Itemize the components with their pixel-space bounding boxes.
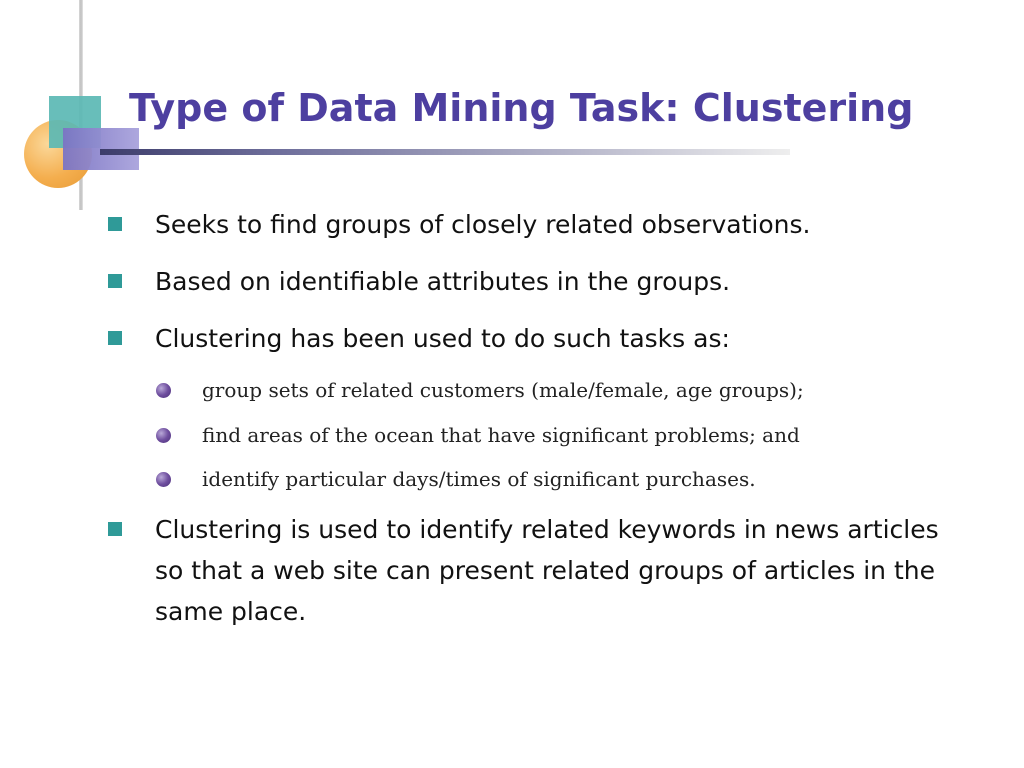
round-bullet-icon bbox=[156, 472, 171, 487]
bullet-item bbox=[155, 318, 955, 359]
sub-bullet-item bbox=[202, 375, 982, 405]
slide-title: Type of Data Mining Task: Clustering bbox=[129, 86, 914, 130]
bullet-text: Clustering has been used to do such tasks as: bbox=[155, 324, 730, 353]
square-bullet-icon bbox=[108, 274, 122, 288]
bullet-text: Based on identifiable attributes in the groups. bbox=[155, 267, 731, 296]
square-bullet-icon bbox=[108, 331, 122, 345]
bullet-text: Clustering is used to identify related keywords in news articles so that a web site can present related groups of articles in the same place. bbox=[155, 515, 939, 626]
bullet-item bbox=[155, 204, 955, 245]
bullet-text: Seeks to find groups of closely related observations. bbox=[155, 210, 811, 239]
sub-bullet-item bbox=[202, 464, 982, 494]
square-bullet-icon bbox=[108, 522, 122, 536]
sub-bullet-text: group sets of related customers (male/female, age groups); bbox=[202, 378, 804, 402]
bullet-item bbox=[155, 261, 955, 302]
sub-bullet-text: identify particular days/times of significant purchases. bbox=[202, 467, 756, 491]
sub-bullet-item bbox=[202, 420, 982, 450]
square-bullet-icon bbox=[108, 217, 122, 231]
round-bullet-icon bbox=[156, 428, 171, 443]
bullet-item bbox=[155, 509, 945, 632]
round-bullet-icon bbox=[156, 383, 171, 398]
sub-bullet-text: find areas of the ocean that have significant problems; and bbox=[202, 423, 800, 447]
